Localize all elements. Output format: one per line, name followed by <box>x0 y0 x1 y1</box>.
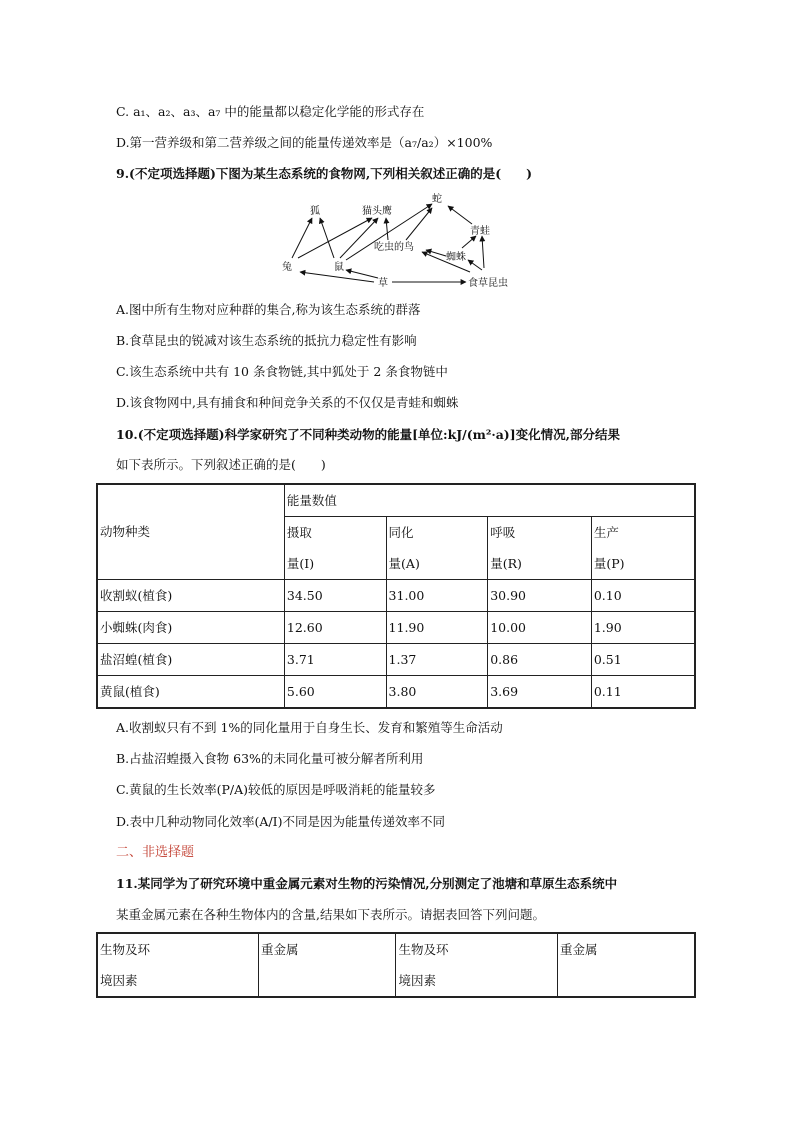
table-row: 生物及环 境因素 重金属 生物及环 境因素 重金属 <box>97 933 695 997</box>
node-snake: 蛇 <box>432 194 442 205</box>
node-mouse: 鼠 <box>334 262 344 273</box>
energy-table <box>96 483 696 709</box>
edge-insect-spider <box>468 260 482 270</box>
node-spider: 蜘蛛 <box>446 252 466 263</box>
header-group: 能量数值 <box>286 493 337 508</box>
header-group-cell <box>284 484 695 517</box>
option-d-q8: D.第一营养级和第二营养级之间的能量传递效率是（a₇/a₂）×100% <box>116 135 493 150</box>
question-9: 9.(不定项选择题)下图为某生态系统的食物网,下列相关叙述正确的是( ) <box>116 166 533 181</box>
option-a-q10: A.收割蚁只有不到 1%的同化量用于自身生长、发育和繁殖等生命活动 <box>116 720 503 735</box>
option-c-q10: C.黄鼠的生长效率(P/A)较低的原因是呼吸消耗的能量较多 <box>116 782 436 797</box>
edge-frog-snake <box>448 206 472 224</box>
edge-spider-frog <box>462 236 476 248</box>
option-c-q8: C. a₁、a₂、a₃、a₇ 中的能量都以稳定化学能的形式存在 <box>116 104 425 119</box>
option-c-q9: C.该生态系统中共有 10 条食物链,其中狐处于 2 条食物链中 <box>116 364 448 379</box>
node-rabbit: 兔 <box>282 262 292 273</box>
edge-grass-mouse <box>346 270 378 278</box>
edge-insect-frog <box>482 236 484 268</box>
edge-bird-owl <box>386 218 388 240</box>
question-10-line1: 10.(不定项选择题)科学家研究了不同种类动物的能量[单位:kJ/(m²·a)]变化情况,部分结果 <box>116 427 620 442</box>
node-fox: 狐 <box>310 206 320 217</box>
node-frog: 青蛙 <box>470 226 490 237</box>
option-b-q10: B.占盐沼蝗摄入食物 63%的未同化量可被分解者所利用 <box>116 751 424 766</box>
option-d-q10: D.表中几种动物同化效率(A/I)不同是因为能量传递效率不同 <box>116 814 445 829</box>
header-col-resp: 呼吸 量(R) <box>488 517 592 580</box>
option-a-q9: A.图中所有生物对应种群的集合,称为该生态系统的群落 <box>116 302 421 317</box>
header-col-assim: 同化 量(A) <box>386 517 488 580</box>
question-10-line2: 如下表所示。下列叙述正确的是( ) <box>116 457 326 472</box>
option-b-q9: B.食草昆虫的锐减对该生态系统的抵抗力稳定性有影响 <box>116 333 417 348</box>
table-row: 收割蚁(植食) 34.50 31.00 30.90 0.10 <box>97 580 695 612</box>
node-grass: 草 <box>378 278 388 289</box>
question-11-line2: 某重金属元素在各种生物体内的含量,结果如下表所示。请据表回答下列问题。 <box>116 907 545 922</box>
header-col-intake: 摄取 量(I) <box>284 517 386 580</box>
section-title: 二、非选择题 <box>116 845 195 860</box>
table-row: 小蜘蛛(肉食) 12.60 11.90 10.00 1.90 <box>97 612 695 644</box>
metal-table <box>96 932 696 998</box>
header-animal-cell <box>97 484 284 580</box>
table-row: 盐沼蝗(植食) 3.71 1.37 0.86 0.51 <box>97 644 695 676</box>
header-animal: 动物种类 <box>100 524 151 539</box>
node-bird: 吃虫的鸟 <box>374 242 414 253</box>
edge-mouse-fox <box>320 218 334 258</box>
question-11-line1: 11.某同学为了研究环境中重金属元素对生物的污染情况,分别测定了池塘和草原生态系统中 <box>116 876 618 891</box>
header-col-prod: 生产 量(P) <box>591 517 695 580</box>
food-web-diagram <box>270 190 530 290</box>
node-owl: 猫头鹰 <box>362 206 392 217</box>
node-insect: 食草昆虫 <box>468 278 508 289</box>
option-d-q9: D.该食物网中,具有捕食和种间竞争关系的不仅仅是青蛙和蜘蛛 <box>116 395 459 410</box>
table-row: 黄鼠(植食) 5.60 3.80 3.69 0.11 <box>97 676 695 709</box>
edge-grass-rabbit <box>300 272 374 282</box>
